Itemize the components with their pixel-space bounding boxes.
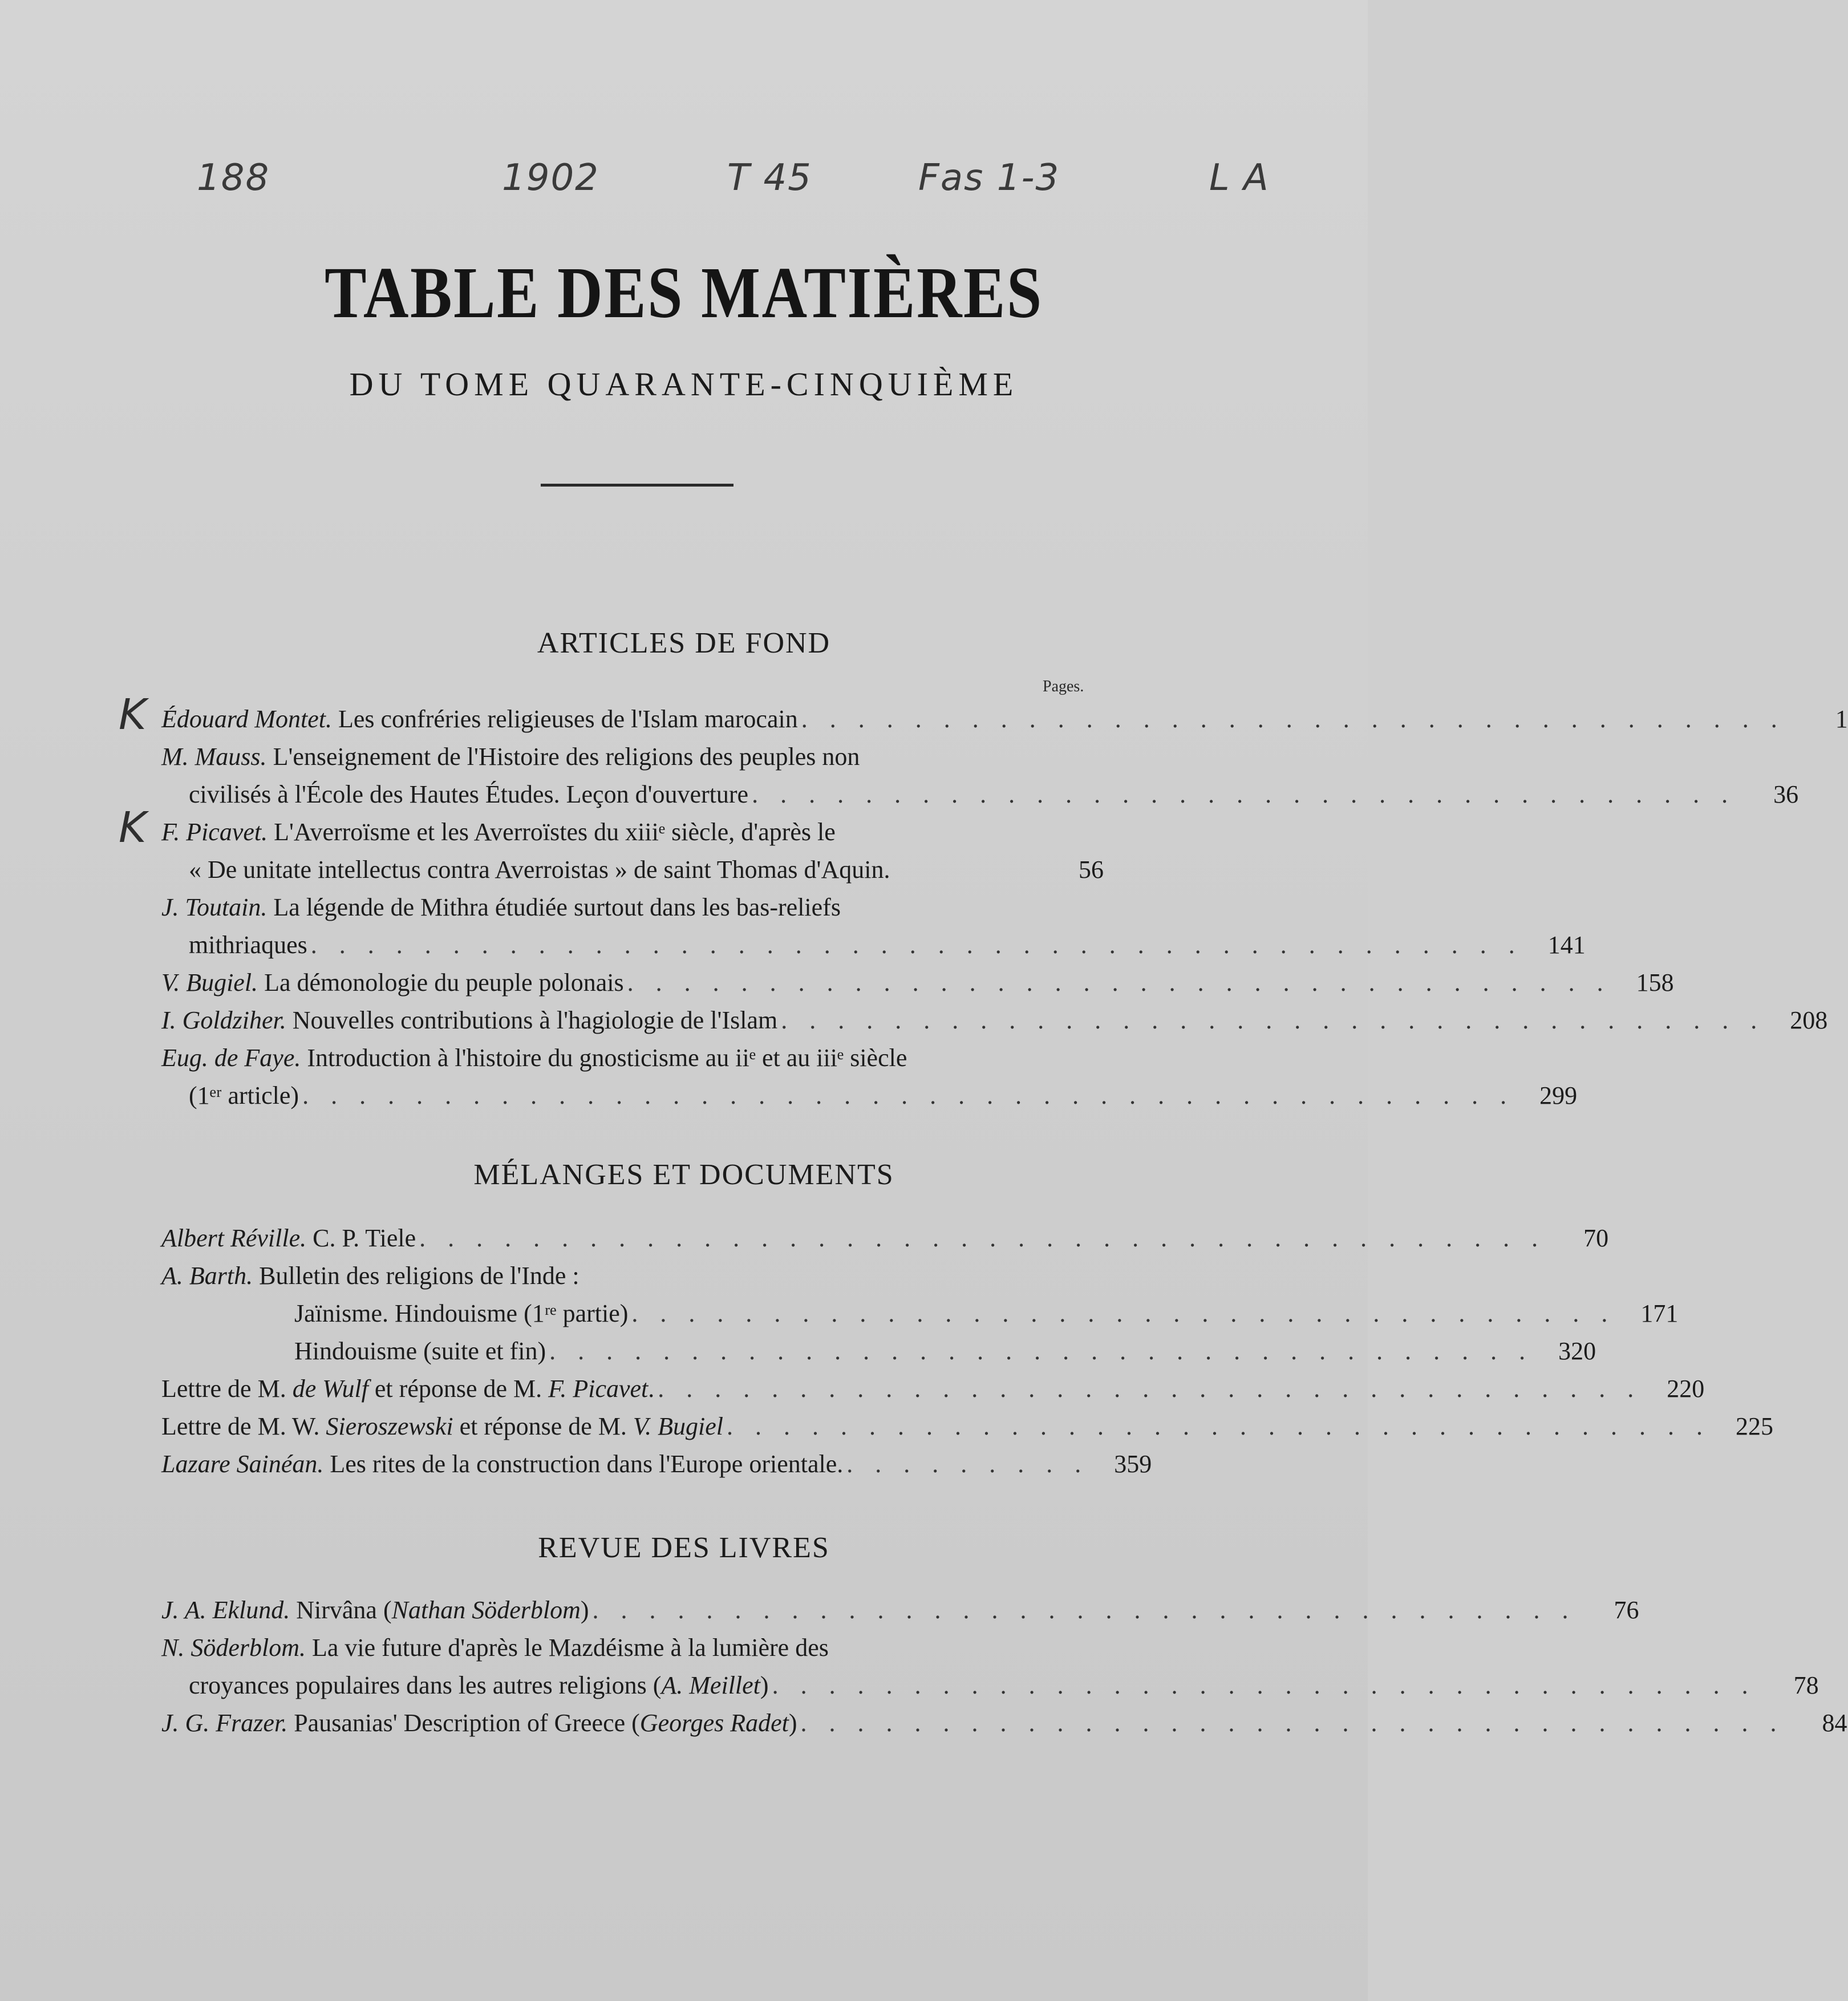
entry-title: Les rites de la construction dans l'Europe orientale.	[323, 1450, 844, 1478]
leader-dots: . . . . . . . . . . . . . . . . . . . . . . . . . . . . . . . . . . .	[781, 1006, 1765, 1034]
handwritten-note-1902: 1902	[502, 157, 599, 199]
toc-entry-sieroszewski[interactable]	[161, 1408, 1773, 1445]
entry-mid: et réponse de M.	[368, 1375, 549, 1403]
entry-page-number: 208	[1790, 1006, 1828, 1034]
entry-close: )	[760, 1671, 769, 1699]
entry-author-second: F. Picavet	[548, 1375, 649, 1403]
entry-title: La vie future d'après le Mazdéisme à la lumière des	[306, 1634, 829, 1662]
entry-page-number: 158	[1636, 969, 1674, 997]
toc-entry-montet[interactable]	[161, 700, 1848, 738]
entry-page-number: 299	[1539, 1081, 1578, 1109]
entry-author-second: V. Bugiel	[633, 1412, 723, 1440]
entry-author: Albert Réville.	[161, 1224, 307, 1252]
entry-author: N. Söderblom.	[161, 1634, 306, 1662]
entry-title: Introduction à l'histoire du gnosticisme au iiᵉ et au iiiᵉ siècle	[301, 1044, 907, 1072]
entry-author: V. Bugiel.	[161, 969, 258, 997]
leader-dots: . . . . . . . . . . . . . . . . . . . . . . . . . . . . . . . . . . .	[658, 1375, 1642, 1403]
entry-page-number: 320	[1558, 1337, 1596, 1365]
entry-page-number: 70	[1583, 1224, 1609, 1252]
leader-dots: . . . . . . . . . . . . . . . . . . . . . . . . . . . . . . . . . . .	[592, 1596, 1577, 1624]
page-title: TABLE DES MATIÈRES	[325, 252, 1043, 333]
entry-title: Nirvâna (	[290, 1596, 392, 1624]
entry-reviewer: Georges Radet	[639, 1709, 789, 1737]
title-divider	[541, 484, 733, 487]
toc-entry-saineau[interactable]	[161, 1445, 1152, 1483]
handwritten-note-fas: Fas 1-3	[918, 157, 1060, 199]
leader-dots: . . . . . . . . . . . . . . . . . . . . . . . . . . . . . . . . . . .	[800, 1709, 1785, 1737]
entry-author: J. Toutain.	[161, 893, 268, 921]
leader-dots: . . . . . . . . . . . . . . . . . . . . . . . . . . . . . . . . . . . . . . . . . . .	[302, 1081, 1515, 1109]
toc-entry-toutain[interactable]	[161, 889, 1586, 964]
entry-title: Bulletin des religions de l'Inde :	[253, 1262, 579, 1290]
leader-dots: . . . . . . . . . . . . . . . . . . . . . . . . . . . . . . . . . . .	[772, 1671, 1756, 1699]
entry-author: Eug. de Faye.	[161, 1044, 301, 1072]
entry-page-number: 76	[1614, 1596, 1639, 1624]
entry-title: C. P. Tiele	[306, 1224, 416, 1252]
entry-author: J. G. Frazer.	[161, 1709, 288, 1737]
handwritten-note-la: L A	[1209, 157, 1270, 199]
toc-entry-barth[interactable]	[161, 1257, 1679, 1370]
entry-page-number: 141	[1547, 931, 1586, 959]
entry-author: Édouard Montet.	[161, 705, 332, 733]
entry-mid: et réponse de M.	[453, 1412, 633, 1440]
entry-author: de Wulf	[292, 1375, 368, 1403]
toc-entry-eklund[interactable]	[161, 1591, 1639, 1629]
section-heading-revue: REVUE DES LIVRES	[538, 1532, 830, 1564]
leader-dots: . . . . . . . . . . . . . . . . . . . . . . . . . . . . . . . . . . .	[631, 1299, 1616, 1327]
entry-author: F. Picavet.	[161, 818, 268, 846]
handwritten-check-mark: K	[119, 690, 147, 739]
entry-title: Les confréries religieuses de l'Islam marocain	[332, 705, 798, 733]
entry-page-number: 56	[1079, 856, 1104, 884]
entry-page-number: 171	[1640, 1299, 1679, 1327]
entry-prefix: Lettre de M. W.	[161, 1412, 326, 1440]
entry-title-continued: « De unitate intellectus contra Averroistas » de saint Thomas d'Aquin.	[189, 856, 890, 884]
toc-entry-frazer[interactable]	[161, 1704, 1847, 1742]
entry-page-number: 359	[1114, 1450, 1152, 1478]
entry-page-number: 84	[1822, 1709, 1847, 1737]
toc-entry-bugiel[interactable]	[161, 964, 1674, 1002]
entry-reviewer: Nathan Söderblom	[391, 1596, 581, 1624]
entry-title: Nouvelles contributions à l'hagiologie de l'Islam	[286, 1006, 778, 1034]
entry-close: )	[788, 1709, 797, 1737]
leader-dots: . . . . . . . . . . . . . . . . . . . . . . . . . . . . . . . . . . .	[801, 705, 1785, 733]
toc-entry-goldziher[interactable]	[161, 1002, 1828, 1039]
entry-author: M. Mauss.	[161, 743, 267, 771]
entry-title-continued: croyances populaires dans les autres religions (	[189, 1671, 662, 1699]
entry-page-number: 78	[1793, 1671, 1819, 1699]
entry-title: .	[648, 1375, 655, 1403]
entry-prefix: Lettre de M.	[161, 1375, 293, 1403]
entry-title: La démonologie du peuple polonais	[258, 969, 624, 997]
entry-subtitle: Jaïnisme. Hindouisme (1ʳᵉ partie)	[294, 1299, 629, 1327]
entry-subtitle: Hindouisme (suite et fin)	[294, 1337, 546, 1365]
leader-dots: . . . . . . . . . . . . . . . . . . . . . . . . . . . . . . . . . . . . . . . . . . .	[310, 931, 1523, 959]
entry-reviewer: A. Meillet	[661, 1671, 760, 1699]
handwritten-note-188: 188	[197, 157, 270, 199]
toc-entry-mauss[interactable]	[161, 738, 1799, 813]
entry-author: A. Barth.	[161, 1262, 253, 1290]
entry-title: La légende de Mithra étudiée surtout dans les bas-reliefs	[267, 893, 841, 921]
toc-entry-soderblom[interactable]	[161, 1629, 1819, 1704]
entry-title: Pausanias' Description of Greece (	[287, 1709, 640, 1737]
entry-title-continued: mithriaques	[189, 931, 307, 959]
pages-column-label: Pages.	[1043, 678, 1084, 695]
entry-page-number: 1	[1835, 705, 1848, 733]
leader-dots: . . . . . . . . . . . . . . . . . . . . . . . . . . . . . . . . . . .	[726, 1412, 1711, 1440]
leader-dots: . . . . . . . . . . . . . . . . . . . . . . . . . . . . . . . . . . .	[752, 780, 1736, 808]
toc-entry-faye[interactable]	[161, 1039, 1578, 1115]
leader-dots: . . . . . . . . . . . . . . . . . . . . . . . . . . . . . . . . . . .	[549, 1337, 1534, 1365]
entry-page-number: 220	[1667, 1375, 1705, 1403]
entry-title: L'Averroïsme et les Averroïstes du xiiiᵉ siècle, d'après le	[268, 818, 836, 846]
entry-author: Lazare Sainéan.	[161, 1450, 324, 1478]
section-heading-articles: ARTICLES DE FOND	[537, 627, 831, 659]
section-heading-melanges: MÉLANGES ET DOCUMENTS	[473, 1159, 894, 1191]
toc-entry-reville[interactable]	[161, 1220, 1609, 1257]
entry-author: Sieroszewski	[326, 1412, 453, 1440]
entry-author: J. A. Eklund.	[161, 1596, 290, 1624]
leader-dots: . . . . . . . . . . . . . . . . . . . . . . . . . . . . . . . . . . .	[627, 969, 1611, 997]
entry-author: I. Goldziher.	[161, 1006, 286, 1034]
toc-entry-picavet[interactable]	[161, 813, 1104, 889]
entry-title-continued: civilisés à l'École des Hautes Études. Leçon d'ouverture	[189, 780, 749, 808]
entry-page-number: 36	[1773, 780, 1799, 808]
leader-dots: . . . . . . . . . . . . . . . . . . . . . . . . . . . . . . . . . . . . . . . .	[419, 1224, 1546, 1252]
toc-entry-dewulf[interactable]	[161, 1370, 1705, 1408]
entry-title: L'enseignement de l'Histoire des religions des peuples non	[266, 743, 860, 771]
entry-title-continued: (1ᵉʳ article)	[189, 1081, 299, 1109]
entry-close: )	[580, 1596, 589, 1624]
handwritten-check-mark: K	[119, 803, 147, 852]
leader-dots: . . . . . . . . .	[846, 1450, 1089, 1478]
entry-page-number: 225	[1735, 1412, 1773, 1440]
page-subtitle: DU TOME QUARANTE-CINQUIÈME	[349, 366, 1019, 403]
handwritten-note-t45: T 45	[727, 157, 812, 199]
